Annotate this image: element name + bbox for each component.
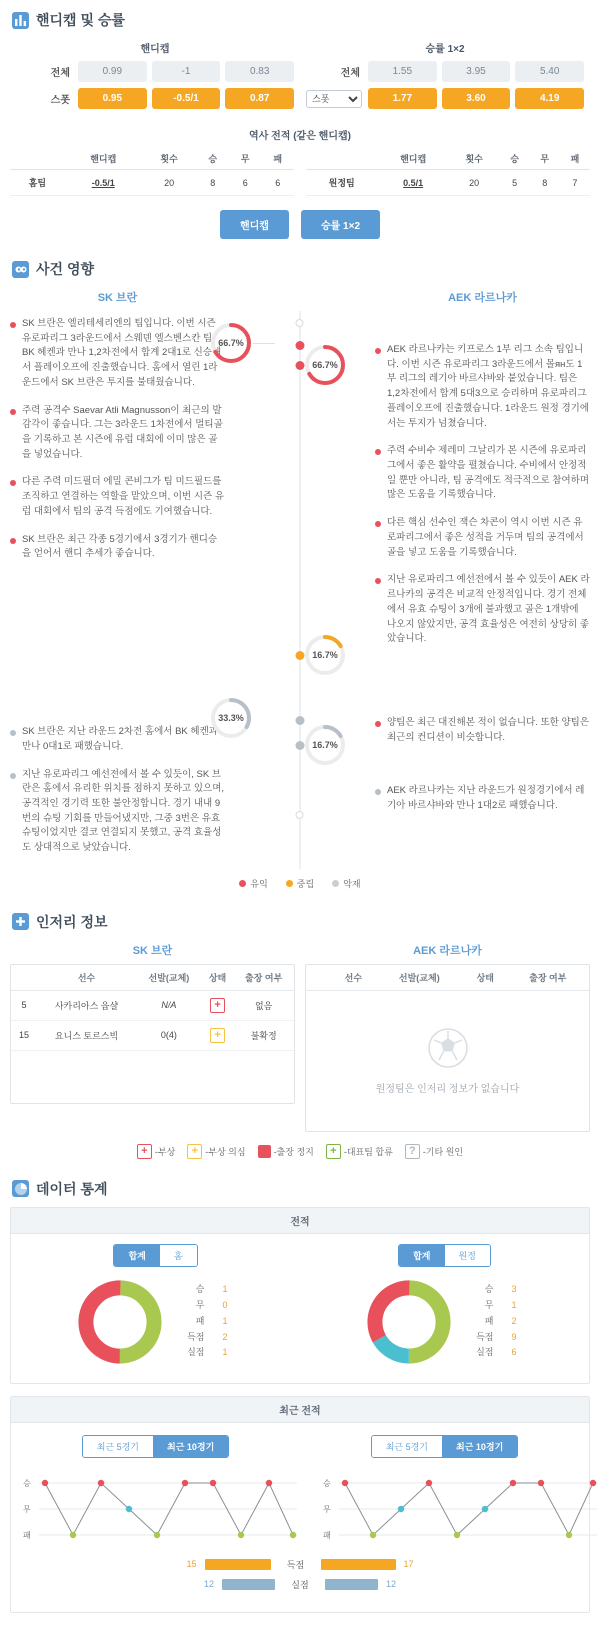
home-stat-value-gf: 2 (222, 1331, 228, 1342)
legend-label: 악재 (343, 878, 361, 889)
bullet-dot-icon (10, 480, 16, 486)
impact-ring-away-1 (303, 343, 347, 387)
legend-label: -부상 (154, 1146, 176, 1157)
table-header-row (10, 148, 294, 170)
th-available: 출장 여부 (233, 965, 294, 991)
winrate-button[interactable]: 승률 1×2 (301, 210, 380, 239)
record-toggles (11, 1234, 589, 1271)
away-donut-chart (364, 1277, 454, 1367)
injury-table-home (11, 965, 294, 1051)
toggle-away-last10[interactable]: 최근 10경기 (442, 1436, 517, 1457)
th-lose: 패 (261, 148, 294, 170)
history-table-home (10, 148, 294, 196)
injury-table-away (306, 965, 589, 991)
spot-select[interactable] (306, 90, 362, 108)
impact-ring-away-3-value: 16.7% (312, 740, 338, 750)
home-stat-value-ga: 1 (222, 1347, 228, 1358)
goals-against-bar-row (11, 1578, 589, 1591)
impact-ring-away-2-value: 16.7% (312, 650, 338, 660)
section-title-event-impact (0, 249, 600, 287)
event-item-text: 주력 공격수 Saevar Atli Magnusson이 최근의 발감각이 좋습니다. 그는 3라운드 1차전에서 멀티골을 기록하고 본 시즌에 유럽 대회에 이미 많은 골을 넣었습니다. (22, 404, 223, 460)
away-form-chart (311, 1468, 600, 1546)
svg-text:패: 패 (323, 1530, 331, 1540)
timeline-node-start (296, 319, 304, 327)
handicap-row-spot-label: 스폿 (50, 95, 70, 106)
home-count-cell: 20 (142, 170, 197, 196)
handicap-all-home[interactable]: 0.99 (78, 61, 147, 82)
record-donuts (11, 1271, 589, 1383)
home-record-group (11, 1277, 300, 1367)
handicap-spot-away[interactable]: 0.87 (225, 88, 294, 109)
plus-green-icon: + (326, 1144, 341, 1159)
table-row (306, 170, 590, 196)
home-goals-for-bar (205, 1559, 271, 1570)
bullet-dot-icon (10, 409, 16, 415)
toggle-away-last5[interactable]: 최근 5경기 (372, 1436, 442, 1457)
away-goals-for-bar (321, 1559, 396, 1570)
home-stat-value-draw: 0 (222, 1300, 228, 1311)
legend-label: 중립 (296, 878, 315, 889)
bullet-dot-icon (375, 449, 381, 455)
history-tables (0, 148, 600, 196)
home-form-chart (11, 1468, 311, 1546)
th-number-2 (306, 965, 332, 991)
legend-injury (137, 1144, 175, 1159)
svg-text:무: 무 (323, 1504, 331, 1514)
event-away-list (375, 311, 590, 869)
away-win-cell: 5 (500, 170, 530, 196)
player-apps: 0(4) (136, 1020, 202, 1050)
legend-item-neutral (286, 877, 314, 890)
section-title-injury (0, 902, 600, 940)
legend-label: -출장 정지 (273, 1146, 314, 1157)
home-lose-cell: 6 (261, 170, 294, 196)
away-draw-cell: 8 (530, 170, 560, 196)
injury-legend (0, 1132, 600, 1169)
winrate-row-spot (306, 88, 584, 109)
injury-empty-state (306, 991, 589, 1131)
legend-item-negative (332, 877, 360, 890)
event-impact-title: 사건 영향 (36, 261, 94, 277)
bullet-dot-icon (10, 773, 16, 779)
legend-label: -기타 원인 (422, 1146, 464, 1157)
svg-text:패: 패 (23, 1530, 31, 1540)
goals-for-bar-row (11, 1558, 589, 1571)
home-goals-against-bar (222, 1579, 275, 1590)
away-record-toggle[interactable] (398, 1244, 491, 1267)
th-player-2: 선수 (332, 965, 375, 991)
table-header-row (11, 965, 294, 991)
table-row (10, 170, 294, 196)
winrate-row-all (306, 61, 584, 82)
event-item-text: AEK 라르나카는 지난 라운드가 원정경기에서 레기아 바르샤바와 만나 1대2로 패했습니다. (387, 785, 585, 812)
away-form-toggle[interactable] (371, 1435, 519, 1458)
record-panel (10, 1207, 590, 1384)
bullet-dot-icon (10, 322, 16, 328)
home-handicap-cell[interactable]: -0.5/1 (65, 170, 142, 196)
away-stat-value-ga: 6 (511, 1347, 517, 1358)
injury-away-col (305, 940, 590, 1132)
table-header-row (306, 965, 589, 991)
impact-ring-home-2-value: 33.3% (218, 713, 244, 723)
toggle-away-away[interactable]: 원정 (445, 1245, 490, 1266)
table-row (11, 990, 294, 1020)
table-row (11, 1020, 294, 1050)
event-timeline (218, 311, 375, 869)
event-away-team: AEK 라르나카 (448, 292, 517, 304)
impact-ring-home-1-value: 66.7% (218, 338, 244, 348)
th-number (11, 965, 37, 991)
event-home-list (10, 311, 225, 869)
plus-red-icon: + (137, 1144, 152, 1159)
list-item (10, 404, 225, 463)
th-status-2: 상태 (464, 965, 507, 991)
away-goals-against-value: 12 (386, 1579, 397, 1590)
home-record-values (179, 1282, 237, 1361)
th-blank-2 (306, 148, 377, 170)
handicap-left-panel (10, 38, 300, 115)
away-stat-label-win: 승 (484, 1284, 494, 1295)
player-status (202, 1020, 233, 1050)
away-team-cell: 원정팀 (306, 170, 377, 196)
player-available: 불확정 (233, 1020, 294, 1050)
handicap-buttons (0, 196, 600, 249)
home-draw-cell: 6 (229, 170, 262, 196)
th-win-2: 승 (500, 148, 530, 170)
away-record-group (300, 1277, 589, 1367)
event-impact-legend (0, 869, 600, 902)
toggle-home-last10[interactable]: 최근 10경기 (153, 1436, 228, 1457)
list-item (375, 716, 590, 745)
handicap-row-all (16, 61, 294, 82)
list-item (375, 343, 590, 431)
legend-label: 유익 (250, 878, 268, 889)
handicap-all-line[interactable]: -1 (152, 61, 221, 82)
winrate-all-draw[interactable]: 3.95 (442, 61, 511, 82)
away-record-values (468, 1282, 526, 1361)
list-item (375, 573, 590, 647)
home-stat-label-gf: 득점 (187, 1331, 205, 1342)
home-form-toggle[interactable] (82, 1435, 230, 1458)
handicap-button[interactable]: 핸디캡 (220, 210, 289, 239)
th-status: 상태 (202, 965, 233, 991)
winrate-spot-home[interactable]: 1.77 (368, 88, 437, 109)
form-panel (10, 1396, 590, 1613)
goals-for-label: 득점 (286, 1559, 305, 1570)
form-bars (11, 1548, 589, 1612)
away-handicap-cell[interactable]: 0.5/1 (377, 170, 448, 196)
injury-panels (0, 940, 600, 1132)
event-item-text: 다른 핵심 선수인 잭슨 차콘이 역시 이번 시즌 유로파리그에서 좋은 성적을 거두며 팀의 공격에서 골을 넣고 도움을 기록했습니다. (387, 517, 584, 558)
th-apps-2: 선발(교체) (375, 965, 464, 991)
event-impact-body (0, 311, 600, 869)
away-stat-value-win: 3 (511, 1284, 517, 1295)
away-goals-against-bar (325, 1579, 378, 1590)
th-blank (10, 148, 65, 170)
event-item-text: 다른 주력 미드필더 에밀 콘비그가 팀 미드필드를 조직하고 연결하는 역할을 맡았으며, 이번 시즌 유럽 대회에서 팀의 공격 득점에도 기여했습니다. (22, 476, 225, 517)
doubt-plus-icon: + (210, 1028, 225, 1043)
home-stat-label-win: 승 (195, 1284, 205, 1295)
legend-national (326, 1144, 393, 1159)
question-gray-icon: ? (405, 1144, 420, 1159)
bullet-dot-icon (375, 348, 381, 354)
winrate-all-home[interactable]: 1.55 (368, 61, 437, 82)
bar-chart-icon (12, 12, 29, 29)
plus-yellow-icon: + (187, 1144, 202, 1159)
list-item (10, 533, 225, 562)
th-lose-2: 패 (560, 148, 590, 170)
ring-connector (253, 343, 275, 344)
player-name: 사카리아스 읍샬 (37, 990, 136, 1020)
list-item (10, 768, 225, 856)
legend-label: -부상 의심 (205, 1146, 246, 1157)
handicap-spot-line[interactable]: -0.5/1 (152, 88, 221, 109)
away-stat-value-lose: 2 (511, 1315, 517, 1326)
plus-badge-icon (12, 913, 29, 930)
away-stat-label-draw: 무 (484, 1300, 494, 1311)
home-stat-label-draw: 무 (195, 1300, 205, 1311)
bullet-dot-icon (375, 521, 381, 527)
soccer-ball-icon (426, 1026, 470, 1070)
home-stat-value-win: 1 (222, 1284, 228, 1295)
home-win-cell: 8 (196, 170, 229, 196)
form-charts (11, 1464, 589, 1548)
timeline-line (300, 311, 301, 869)
impact-ring-home-1 (209, 321, 253, 365)
bullet-dot-icon (10, 538, 16, 544)
th-available-2: 출장 여부 (507, 965, 589, 991)
list-item (375, 516, 590, 560)
event-impact-teams (0, 287, 600, 311)
home-team-cell: 홈팀 (10, 170, 65, 196)
event-item-text: 지난 유로파리그 예선전에서 볼 수 있듯이 AEK 라르나카의 공격은 비교적 안정적입니다. 경기 전체에서 유효 슈팅이 3개에 불과했고 골은 1개밖에 나오지 않았지만, 공격 효율성은 여전히 상당히 좋았습니다. (387, 574, 590, 645)
form-toggles (11, 1423, 589, 1464)
timeline-node-end (296, 811, 304, 819)
list-item (10, 475, 225, 519)
svg-text:승: 승 (23, 1478, 31, 1488)
eyes-icon (12, 261, 29, 278)
history-title: 역사 전적 (같은 핸디캡) (249, 131, 351, 142)
home-goals-against-value: 12 (203, 1579, 214, 1590)
away-count-cell: 20 (449, 170, 500, 196)
handicap-spot-home[interactable]: 0.95 (78, 88, 147, 109)
away-stat-label-ga: 실점 (476, 1347, 494, 1358)
event-item-text: SK 브란은 엘리테세리엔의 팀입니다. 이번 시즌 유로파리그 3라운드에서 스웨덴 엘스벤스칸 팀 BK 헤켄과 만나 1,2차전에서 합계 2대1로 신승해서 플레이오프에 진출했습니다. 홈에서 열린 1라운드에서 SK 브란은 투지를 불태웠습니다. (22, 318, 222, 388)
home-stat-label-ga: 실점 (187, 1347, 205, 1358)
player-available: 없음 (233, 990, 294, 1020)
svg-text:무: 무 (23, 1504, 31, 1514)
th-count: 횟수 (142, 148, 197, 170)
impact-ring-away-1-value: 66.7% (312, 360, 338, 370)
th-player: 선수 (37, 965, 136, 991)
impact-ring-away-2 (303, 633, 347, 677)
list-item (375, 444, 590, 503)
pie-chart-icon (12, 1180, 29, 1197)
winrate-head: 승률 1×2 (425, 44, 465, 55)
home-record-toggle[interactable] (113, 1244, 197, 1267)
event-spacer (225, 289, 375, 305)
toggle-away-total[interactable]: 합계 (399, 1245, 444, 1266)
player-status (202, 990, 233, 1020)
list-item (10, 317, 225, 391)
event-home-team: SK 브란 (97, 292, 138, 304)
winrate-spot-away[interactable]: 4.19 (515, 88, 584, 109)
bullet-dot-icon (375, 721, 381, 727)
handicap-row-spot (16, 88, 294, 109)
th-handicap-2: 핸디캡 (377, 148, 448, 170)
winrate-right-panel (300, 38, 590, 115)
handicap-panels (0, 38, 600, 115)
th-count-2: 횟수 (449, 148, 500, 170)
injury-title: 인저리 정보 (36, 913, 108, 930)
th-apps: 선발(교체) (136, 965, 202, 991)
home-stat-label-lose: 패 (195, 1315, 205, 1326)
legend-item-positive (239, 877, 267, 890)
event-item-text: AEK 라르나카는 키프로스 1부 리그 소속 팀입니다. 이번 시즌 유로파리그 3라운드에서 몰ян도 1부 리그의 레기아 바르샤바와 붙었습니다. 팀은 1,2차전에서 합계 5대3으로 승리하며 유로파리그 플레이오프에 진출했습니다. 1라운드 원정 경기에서는 투지가 넘쳤습니다. (387, 344, 590, 429)
form-panel-head: 최근 전적 (11, 1397, 589, 1423)
section-title-stats (0, 1169, 600, 1207)
event-item-text: 지난 유로파리그 예선전에서 볼 수 있듯이, SK 브란은 홈에서 유리한 위치를 점하지 못하고 있으며, 공격적인 경기력 또한 불안정합니다. 경기 내내 9번의 슈팅 기회를 만들어냈지만, 그중 3번은 유효 슈팅이었지만 결코 연결되지 못했고, 공격 효율성도 상대적으로 낮았습니다. (22, 768, 225, 854)
winrate-spot-draw[interactable]: 3.60 (442, 88, 511, 109)
history-table-away (306, 148, 590, 196)
player-number: 15 (11, 1020, 37, 1050)
th-draw-2: 무 (530, 148, 560, 170)
injury-empty-text: 원정팀은 인저리 정보가 없습니다 (375, 1084, 520, 1096)
home-donut-chart (75, 1277, 165, 1367)
away-lose-cell: 7 (560, 170, 590, 196)
handicap-left-head: 핸디캡 (140, 44, 170, 55)
injury-away-team: AEK 라르나카 (413, 944, 482, 957)
record-panel-head: 전적 (11, 1208, 589, 1234)
bullet-dot-icon (375, 789, 381, 795)
event-item-text: 양팀은 최근 대진해본 적이 없습니다. 또한 양팀은 최근의 컨디션이 비슷합니다. (387, 716, 590, 743)
away-stat-value-draw: 1 (511, 1300, 517, 1311)
away-stat-label-lose: 패 (484, 1315, 494, 1326)
table-header-row (306, 148, 590, 170)
away-stat-value-gf: 9 (511, 1331, 517, 1342)
section-title-handicap (0, 0, 600, 38)
impact-ring-away-3 (303, 723, 347, 767)
toggle-home-home[interactable]: 홈 (160, 1245, 197, 1266)
winrate-row-all-label: 전체 (340, 68, 360, 79)
event-item-text: SK 브란은 지난 라운드 2차전 홈에서 BK 헤켄과 만나 0대1로 패했습니다. (22, 726, 218, 752)
th-draw: 무 (229, 148, 262, 170)
winrate-all-away[interactable]: 5.40 (515, 61, 584, 82)
svg-text:승: 승 (323, 1478, 331, 1488)
toggle-home-total[interactable]: 합계 (114, 1245, 159, 1266)
player-number: 5 (11, 990, 37, 1020)
th-handicap: 핸디캡 (65, 148, 142, 170)
list-item (10, 725, 225, 754)
goals-against-label: 실점 (291, 1579, 309, 1590)
stats-title: 데이터 통계 (36, 1180, 108, 1197)
home-goals-for-value: 15 (186, 1559, 197, 1570)
player-apps: N/A (136, 990, 202, 1020)
impact-ring-home-2 (209, 696, 253, 740)
legend-suspended (258, 1145, 314, 1158)
bullet-dot-icon (375, 578, 381, 584)
legend-other (405, 1144, 463, 1159)
event-item-text: SK 브란은 최근 각종 5경기에서 3경기가 핸디승을 얻어서 핸디 추세가 좋습니다. (22, 533, 218, 560)
injury-home-col (10, 940, 295, 1132)
bullet-dot-icon (10, 730, 16, 736)
legend-doubt (187, 1144, 245, 1159)
list-item (375, 784, 590, 813)
event-item-text: 주력 수비수 제레미 그날리가 본 시즌에 유로파리그에서 좋은 활약을 펼쳤습니다. 수비에서 안정적일 뿐만 아니라, 팀 공격에도 적극적으로 참여하며 많은 도움을 기록했습니다. (387, 445, 590, 501)
home-stat-value-lose: 1 (222, 1315, 228, 1326)
injury-home-team: SK 브란 (132, 944, 173, 957)
injury-plus-icon: + (210, 998, 225, 1013)
toggle-home-last5[interactable]: 최근 5경기 (83, 1436, 153, 1457)
player-name: 요니스 토르스빅 (37, 1020, 136, 1050)
th-win: 승 (196, 148, 229, 170)
away-goals-for-value: 17 (403, 1559, 414, 1570)
away-stat-label-gf: 득점 (476, 1331, 494, 1342)
legend-label: -대표팀 합류 (343, 1146, 393, 1157)
handicap-row-all-label: 전체 (50, 68, 70, 79)
handicap-title: 핸디캡 및 승률 (36, 12, 125, 28)
square-red-icon (258, 1145, 271, 1158)
handicap-all-away[interactable]: 0.83 (225, 61, 294, 82)
